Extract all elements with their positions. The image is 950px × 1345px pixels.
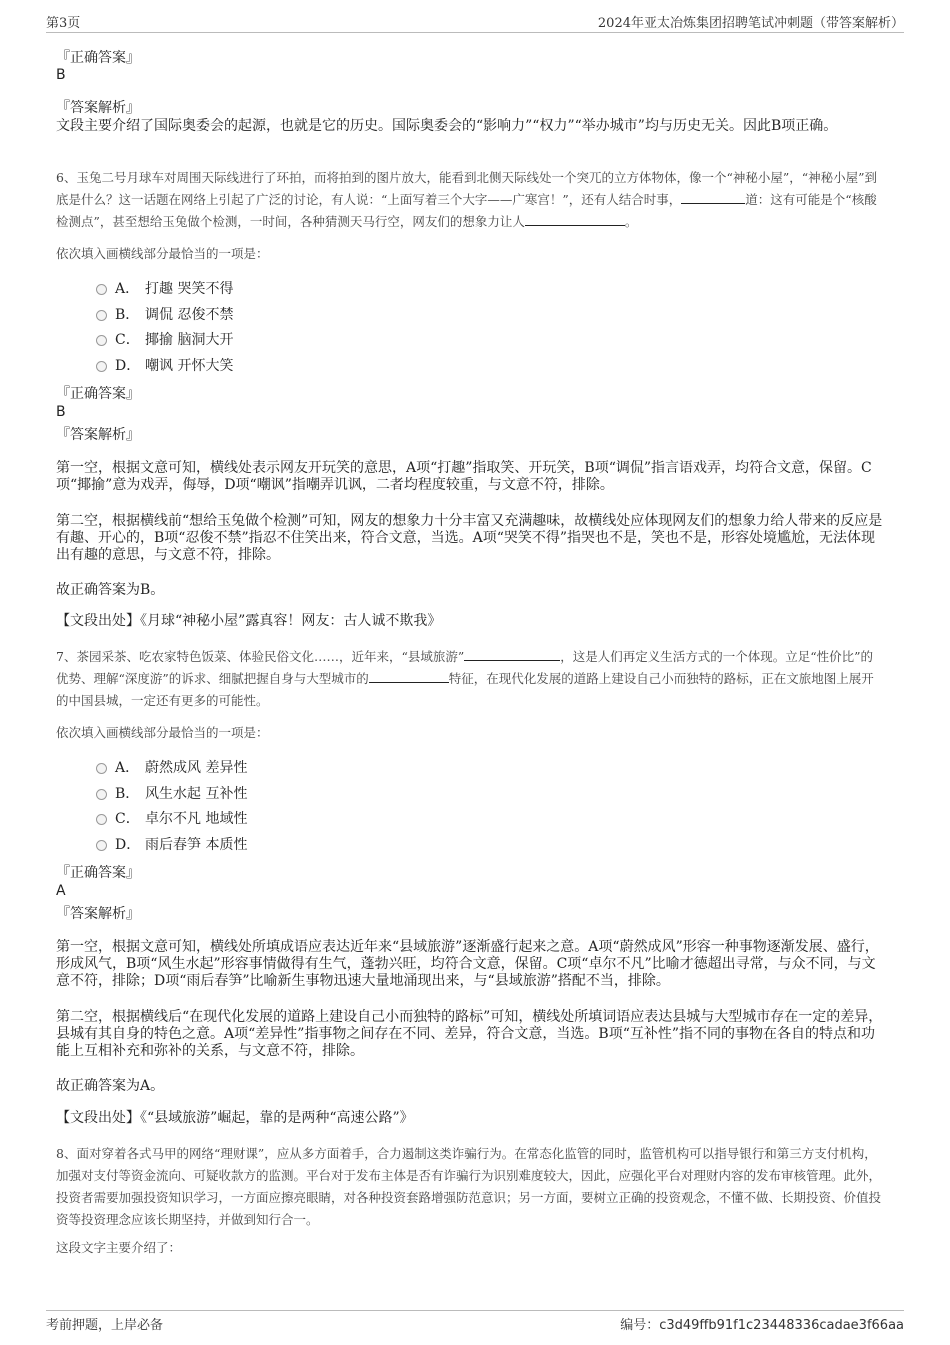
radio-icon[interactable]: [96, 814, 107, 825]
q6-analysis-p3: 故正确答案为B。: [56, 582, 165, 598]
document-title: 2024年亚太冶炼集团招聘笔试冲刺题（带答案解析）: [597, 16, 904, 31]
header-divider: [46, 32, 904, 33]
footer-slogan: 考前押题，上岸必备: [46, 1318, 164, 1333]
q6-option-b[interactable]: B． 调侃 忍俊不禁: [96, 305, 233, 325]
q6-source: [56, 613, 884, 630]
q5-answer: B: [56, 67, 66, 83]
q6-analysis-label: 『答案解析』: [56, 427, 140, 443]
q6-stem-part-c: 。: [624, 214, 638, 229]
radio-icon[interactable]: [96, 763, 107, 774]
q6-blank-1: [681, 191, 745, 204]
q7-option-d[interactable]: D． 雨后春笋 本质性: [96, 835, 247, 855]
q7-analysis-p2: 第二空，根据横线后“在现代化发展的道路上建设自己小而独特的路标”可知，横线处所填词语应表达县城与大型城市存在一定的差异，县城有其自身的特色之意。A项“差异性”指事物之间存在不同、差异，符合文意，当选。B项“互补性”指不同的事物在各自的特点和功能上互相补充和弥补的关系，与文意不符，排除。: [56, 1009, 883, 1059]
q6-stem-part-a: 6、玉兔二号月球车对周围天际线进行了环拍，而将拍到的图片放大，能看到北侧天际线处一个突兀的立方体物体，像一个“神秘小屋”，“神秘小屋”到底是什么？这一话题在网络上引起了广泛的讨论，有人说：“上面写着三个大字——广寒宫！”，还有人结合时事，: [56, 170, 878, 207]
q7-answer-label: 『正确答案』: [56, 865, 140, 881]
footer-divider: [46, 1310, 904, 1311]
q5-answer-label: 『正确答案』: [56, 50, 140, 66]
q6-blank-2: [525, 213, 625, 226]
q7-blank-2: [369, 670, 449, 683]
q7-option-b[interactable]: B． 风生水起 互补性: [96, 784, 247, 804]
q8-prompt: 这段文字主要介绍了：: [56, 1240, 182, 1255]
q7-stem-part-b: ，这是人们再定义生活方式的一个体现。立足“性价比”的优势、理解“深度游”的诉求、细腻把握自身与大型城市的: [56, 649, 874, 686]
q7-answer: A: [56, 883, 66, 899]
q7-prompt: 依次填入画横线部分最恰当的一项是：: [56, 725, 269, 740]
q5-analysis-label: 『答案解析』: [56, 100, 140, 116]
radio-icon[interactable]: [96, 840, 107, 851]
radio-icon[interactable]: [96, 284, 107, 295]
q6-stem: [56, 167, 884, 233]
q6-answer: B: [56, 404, 66, 420]
q6-prompt: 依次填入画横线部分最恰当的一项是：: [56, 246, 269, 261]
q7-option-a[interactable]: A． 蔚然成风 差异性: [96, 758, 247, 778]
q6-analysis-p2: 第二空，根据横线前“想给玉兔做个检测”可知，网友的想象力十分丰富又充满趣味，故横线处应体现网友们的想象力给人带来的反应是有趣、开心的，B项“忍俊不禁”指忍不住笑出来，符合文意，当选。A项“哭笑不得”指哭也不是，笑也不是，形容处境尴尬，无法体现出有趣的意思，与文意不符，排除。: [56, 513, 883, 563]
radio-icon[interactable]: [96, 310, 107, 321]
q7-blank-1: [464, 648, 560, 661]
document-id: 编号：c3d49ffb91f1c23448336cadae3f66aa: [620, 1318, 904, 1333]
q6-answer-label: 『正确答案』: [56, 386, 140, 402]
source-title: 《月球“神秘小屋”露真容！网友：古人诚不欺我》: [140, 613, 442, 629]
source-title: 《“县域旅游”崛起，靠的是两种“高速公路”》: [140, 1110, 414, 1126]
q6-option-d[interactable]: D． 嘲讽 开怀大笑: [96, 356, 233, 376]
q7-stem-part-a: 7、茶园采茶、吃农家特色饭菜、体验民俗文化……，近年来，“县域旅游”: [56, 649, 465, 664]
q7-option-c[interactable]: C． 卓尔不凡 地域性: [96, 809, 247, 829]
q7-analysis-p1: 第一空，根据文意可知，横线处所填成语应表达近年来“县域旅游”逐渐盛行起来之意。A项“蔚然成风”形容一种事物逐渐发展、盛行，形成风气，B项“风生水起”形容事情做得有生气，蓬勃兴旺，均符合文意，保留。C项“卓尔不凡”比喻才德超出寻常，与众不同，与文意不符，排除；D项“雨后春笋”比喻新生事物迅速大量地涌现出来，与“县域旅游”搭配不当，排除。: [56, 939, 879, 989]
q7-stem: [56, 646, 884, 712]
q7-analysis-label: 『答案解析』: [56, 906, 140, 922]
q7-source: [56, 1110, 884, 1127]
radio-icon[interactable]: [96, 789, 107, 800]
page-footer: [46, 1314, 904, 1333]
q7-stem-part-c: 特征，在现代化发展的道路上建设自己小而独特的路标，正在文旅地图上展开的中国县城，一定还有更多的可能性。: [56, 671, 874, 708]
radio-icon[interactable]: [96, 335, 107, 346]
q6-option-c[interactable]: C． 揶揄 脑洞大开: [96, 330, 233, 350]
source-label: 【文段出处】: [56, 1110, 140, 1126]
q8-stem: 8、面对穿着各式马甲的网络“理财课”，应从多方面着手，合力遏制这类诈骗行为。在常态化监管的同时，监管机构可以指导银行和第三方支付机构，加强对支付等资金流向、可疑收款方的监测。平台对于发布主体是否有诈骗行为识别难度较大，因此，应强化平台对理财内容的发布审核管理。此外，投资者需要加强投资知识学习，一方面应擦亮眼睛，对各种投资套路增强防范意识；另一方面，要树立正确的投资观念，不懂不做、长期投资、价值投资等投资理念应该长期坚持，并做到知行合一。: [56, 1146, 882, 1227]
q7-analysis-p3: 故正确答案为A。: [56, 1078, 165, 1094]
q6-stem-part-b: 道：这有可能是个“核酸检测点”，甚至想给玉兔做个检测，一时间，各种猜测天马行空，网友们的想象力让人: [56, 192, 877, 229]
source-label: 【文段出处】: [56, 613, 140, 629]
q5-analysis: 文段主要介绍了国际奥委会的起源，也就是它的历史。国际奥委会的“影响力”“权力”“举办城市”均与历史无关。因此B项正确。: [56, 118, 838, 134]
page-number: 第3页: [46, 16, 81, 31]
q6-analysis-p1: 第一空，根据文意可知，横线处表示网友开玩笑的意思，A项“打趣”指取笑、开玩笑，B项“调侃”指言语戏弄，均符合文意，保留。C项“揶揄”意为戏弄，侮辱，D项“嘲讽”指嘲弄讥讽，二者均程度较重，与文意不符，排除。: [56, 460, 872, 493]
page-header: [46, 12, 904, 32]
radio-icon[interactable]: [96, 361, 107, 372]
q6-option-a[interactable]: A． 打趣 哭笑不得: [96, 279, 233, 299]
